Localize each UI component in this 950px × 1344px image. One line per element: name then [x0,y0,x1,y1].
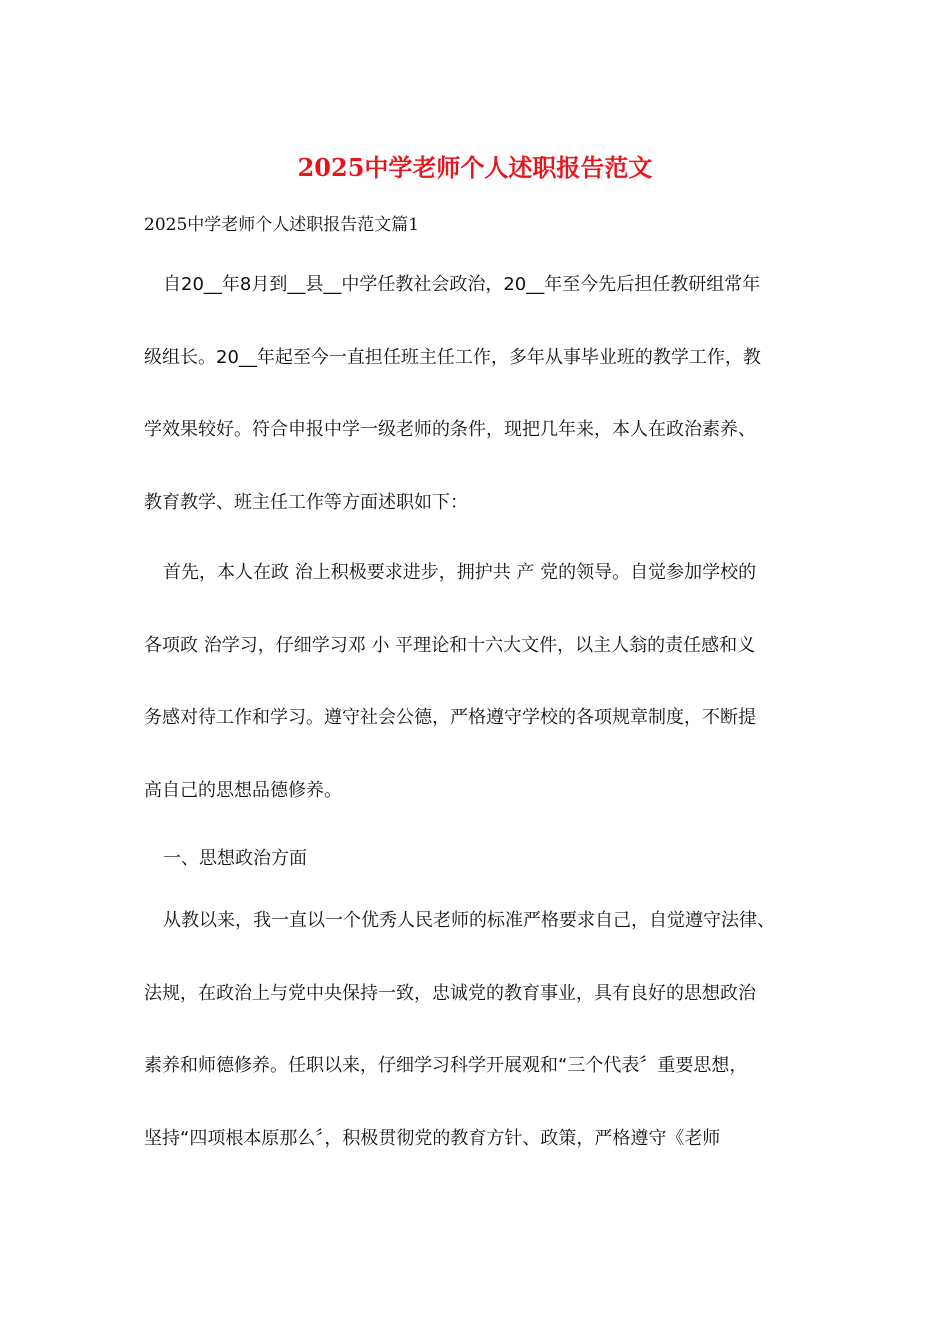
subheading-political: 一、思想政治方面 [163,848,307,869]
paragraph-line: 首先，本人在政 治上积极要求进步，拥护共 产 党的领导。自觉参加学校的 [163,562,757,583]
paragraph-line: 教育教学、班主任工作等方面述职如下： [144,491,468,513]
paragraph-line: 自20__年8月到__县__中学任教社会政治，20__年至今先后担任教研组常年 [163,274,761,295]
paragraph-line: 素养和师德修养。任职以来，仔细学习科学开展观和“三个代表〞重要思想， [144,1055,748,1076]
paragraph-line: 学效果较好。符合申报中学一级老师的条件，现把几年来，本人在政治素养、 [144,419,756,440]
paragraph-line: 法规，在政治上与党中央保持一致，忠诚党的教育事业，具有良好的思想政治 [144,982,756,1004]
paragraph-2 [144,559,824,849]
paragraph-line: 务感对待工作和学习。遵守社会公德，严格遵守学校的各项规章制度，不断提 [144,707,756,728]
paragraph-1 [144,271,824,561]
paragraph-line: 高自己的思想品德修养。 [144,779,342,801]
paragraph-line: 级组长。20__年起至今一直担任班主任工作，多年从事毕业班的教学工作，教 [144,346,761,368]
paragraph-3 [144,907,824,1197]
section-heading: 2025中学老师个人述职报告范文篇1 [144,215,420,235]
document-title: 2025中学老师个人述职报告范文 [297,153,653,182]
paragraph-line: 从教以来，我一直以一个优秀人民老师的标准严格要求自己，自觉遵守法律、 [163,910,775,931]
paragraph-line: 各项政 治学习，仔细学习邓 小 平理论和十六大文件，以主人翁的责任感和义 [144,634,756,656]
paragraph-line: 坚持“四项根本原那么〞，积极贯彻党的教育方针、政策，严格遵守《老师 [144,1127,721,1149]
